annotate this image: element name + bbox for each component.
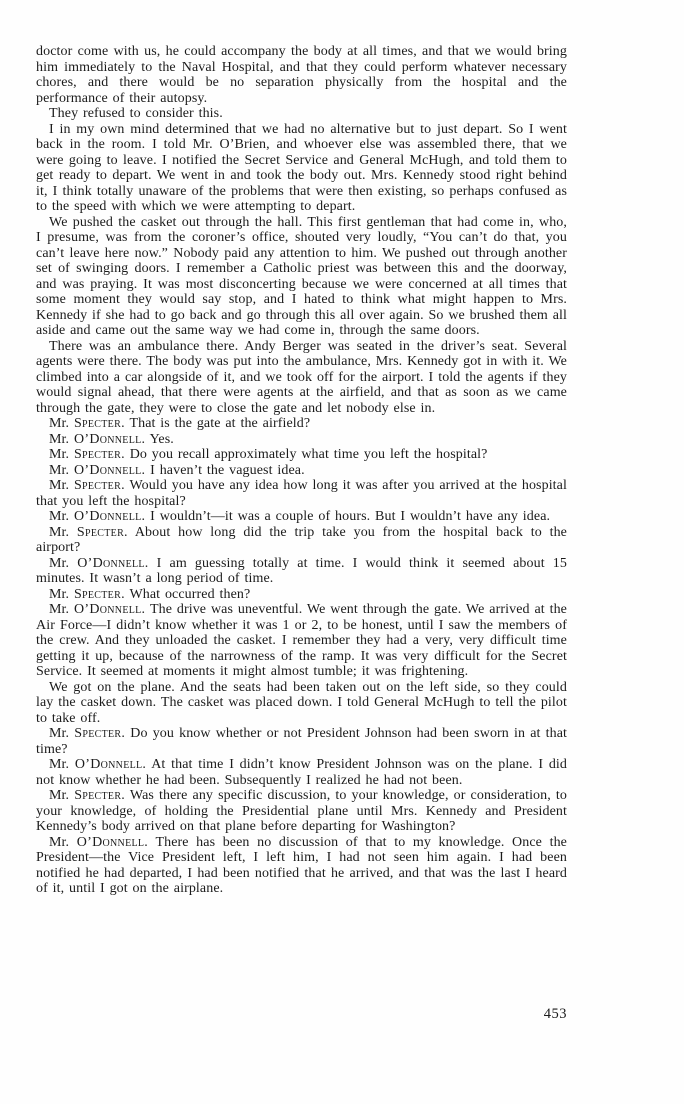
paragraph-text: Would you have any idea how long it was after you arrived at the hospital that you left the hospital? [36,478,567,509]
dialogue-paragraph [36,432,567,448]
dialogue-paragraph [36,478,567,509]
speaker-prefix: Mr. [49,478,70,493]
speaker-name: Specter. [73,416,125,431]
paragraph-text: I haven’t the vaguest idea. [150,462,305,478]
page-number: 453 [543,1006,567,1022]
paragraph-text: We got on the plane. And the seats had been taken out on the left side, so they could lay the casket down. The casket was placed down. I told General McHugh to tell the pilot to take off. [36,679,567,726]
dialogue-paragraph [36,726,567,757]
dialogue-paragraph [36,757,567,788]
paragraph-text: There has been no discussion of that to my knowledge. Once the President—the Vice President left, I left him, I had not seen him again. I had been notified he had departed, I had been notified that he arrived, and that was the last I heard of it, until I got on the airplane. [36,834,567,896]
speaker-name: O’Donnell. [73,509,146,524]
paragraph-text: doctor come with us, he could accompany the body at all times, and that we would bring him immediately to the Naval Hospital, and that they could perform whatever necessary chores, and there would be no separation physically from the hospital and the performance of their autopsy. [36,44,567,106]
dialogue-paragraph [36,416,567,432]
dialogue-paragraph [36,602,567,680]
speaker-prefix: Mr. [49,834,70,850]
speaker-name: Specter. [76,524,128,540]
speaker-prefix: Mr. [49,586,70,602]
paragraph-text: There was an ambulance there. Andy Berger was seated in the driver’s seat. Several agents were there. The body was put into the ambulance, Mrs. Kennedy got in with it. We climbed into a car alongside of it, and we took off for the airport. I told the agents if they would signal ahead, that there were agents at the airfield, and that as soon as we came through the gate, they were to close the gate and let nobody else in. [36,338,567,416]
narrative-paragraph [36,44,567,106]
paragraph-text: About how long did the trip take you from the hospital back to the airport? [36,524,567,555]
speaker-name: O’Donnell. [74,757,147,772]
paragraph-text: The drive was uneventful. We went through the gate. We arrived at the Air Force—I didn’t know whether it was 1 or 2, to be honest, until I saw the members of the crew. And they unloaded the casket. I remember they had a very, very difficult time getting it up, because of the narrowness of the ramp. It was very difficult for the Secret Service. It seemed at moments it might almost tumble; it was frightening. [36,602,567,679]
speaker-name: Specter. [73,586,125,602]
speaker-name: O’Donnell. [77,555,149,571]
speaker-prefix: Mr. [49,524,70,540]
dialogue-paragraph [36,788,567,835]
narrative-paragraph [36,122,567,215]
speaker-prefix: Mr. [49,788,70,803]
speaker-name: Specter. [74,788,126,803]
dialogue-paragraph [36,587,567,603]
speaker-prefix: Mr. [49,757,70,772]
dialogue-paragraph [36,556,567,587]
paragraph-text: Do you know whether or not President Johnson had been sworn in at that time? [36,726,567,757]
paragraph-text: I in my own mind determined that we had no alternative but to just depart. So I went back in the room. I told Mr. O’Brien, and whoever else was assembled there, that we were going to leave. I notified the Secret Service and General McHugh, and told them to get ready to depart. We went in and took the body out. Mrs. Kennedy stood right behind it, I think totally unaware of the problems that were then existing, so perhaps confused as to the speed with which we were attempting to depart. [36,121,567,214]
paragraph-text: We pushed the casket out through the hall. This first gentleman that had come in, who, I presume, was from the coroner’s office, shouted very loudly, “You can’t do that, you can’t leave here now.” Nobody paid any attention to him. We pushed out through another set of swinging doors. I remember a Catholic priest was between this and the doorway, and was praying. It was most disconcerting because we were concerned at all times that some moment they would say stop, and I hated to think what might happen to Mrs. Kennedy if she had to go back and go through this all over again. So we brushed them all aside and came out the same way we had come in, through the same doors. [36,214,567,338]
dialogue-paragraph [36,835,567,897]
testimony-text [36,44,567,897]
paragraph-text: That is the gate at the airfield? [129,416,311,431]
speaker-prefix: Mr. [49,726,70,741]
speaker-prefix: Mr. [49,416,70,431]
paragraph-text: What occurred then? [129,586,251,602]
speaker-prefix: Mr. [49,447,70,462]
speaker-name: O’Donnell. [73,431,146,447]
speaker-prefix: Mr. [49,602,70,617]
dialogue-paragraph [36,447,567,463]
speaker-name: O’Donnell. [73,602,146,617]
narrative-paragraph [36,106,567,122]
speaker-prefix: Mr. [49,509,70,524]
speaker-prefix: Mr. [49,555,70,571]
dialogue-paragraph [36,463,567,479]
speaker-prefix: Mr. [49,431,70,447]
speaker-name: Specter. [73,447,125,462]
dialogue-paragraph [36,509,567,525]
paragraph-text: Yes. [149,431,174,447]
paragraph-text: Was there any specific discussion, to your knowledge, or consideration, to your knowledge, of holding the Presidential plane until Mrs. Kennedy and President Kennedy’s body arrived on that plane before departing for Washington? [36,788,567,834]
speaker-name: Specter. [74,726,126,741]
speaker-name: O’Donnell. [73,462,146,478]
narrative-paragraph [36,339,567,417]
paragraph-text: They refused to consider this. [49,106,223,121]
paragraph-text: I am guessing totally at time. I would think it seemed about 15 minutes. It wasn’t a long period of time. [36,555,567,586]
paragraph-text: Do you recall approximately what time you left the hospital? [129,447,488,462]
narrative-paragraph [36,215,567,339]
speaker-prefix: Mr. [49,462,70,478]
narrative-paragraph [36,680,567,727]
paragraph-text: At that time I didn’t know President Johnson was on the plane. I did not know whether he had been. Subsequently I realized he had not been. [36,757,568,788]
speaker-name: O’Donnell. [76,834,149,850]
paragraph-text: I wouldn’t—it was a couple of hours. But I wouldn’t have any idea. [150,509,551,524]
dialogue-paragraph [36,525,567,556]
speaker-name: Specter. [73,478,125,493]
